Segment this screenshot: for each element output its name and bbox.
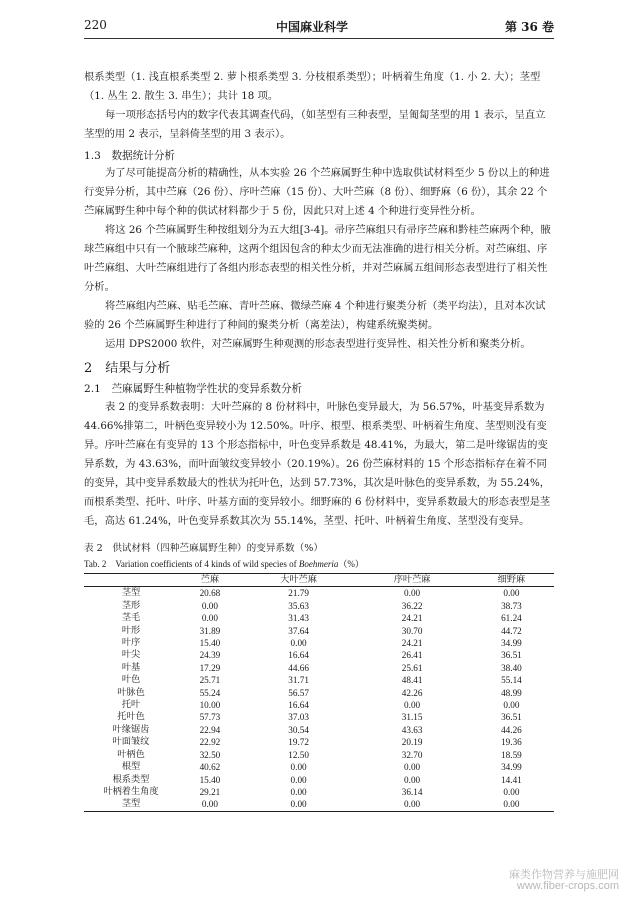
table-caption-cn: 表 2 供试材料（四种苎麻属野生种）的变异系数（%） xyxy=(84,543,323,554)
table-cell: 31.15 xyxy=(401,712,423,723)
table-cell: 0.00 xyxy=(503,799,520,810)
caption-en-suffix: （%） xyxy=(338,559,364,569)
row-label: 茎型 xyxy=(121,798,141,810)
volume-number: 第 36 卷 xyxy=(504,20,554,34)
section-heading-1-3: 1.3 数据统计分析 xyxy=(84,150,176,162)
table-cell: 22.92 xyxy=(199,737,221,748)
journal-title: 中国麻业科学 xyxy=(276,20,349,34)
table-row xyxy=(84,687,554,699)
row-label: 叶基 xyxy=(121,661,141,673)
table-cell: 12.50 xyxy=(288,749,309,760)
table-row xyxy=(84,736,554,748)
table-cell: 0.00 xyxy=(404,700,421,711)
header-rule xyxy=(84,38,554,39)
watermark-url: www.fiber-crops.com xyxy=(516,880,619,892)
table-cell: 0.00 xyxy=(290,762,307,773)
table-cell: 30.70 xyxy=(401,625,423,636)
table-cell: 38.40 xyxy=(501,662,522,673)
table-row xyxy=(84,749,554,761)
table-cell: 31.43 xyxy=(288,613,309,624)
table-cell: 0.00 xyxy=(404,774,421,785)
table-row xyxy=(84,711,554,723)
table-cell: 0.00 xyxy=(404,799,421,810)
table-cell: 43.63 xyxy=(401,724,423,735)
section-heading-2: 2 结果与分析 xyxy=(84,361,171,376)
table-cell: 21.79 xyxy=(288,588,309,599)
table-row xyxy=(84,699,554,711)
table-cell: 56.57 xyxy=(288,687,309,698)
table-cell: 30.54 xyxy=(288,724,309,735)
column-header: 序叶苎麻 xyxy=(393,574,431,585)
table-row xyxy=(84,774,554,786)
paragraph: 将这 26 个苎麻属野生种按组划分为五大组[3-4]。帚序苎麻组只有帚序苎麻和黔桂苎麻两个种，腋球苎麻组中只有一个腋球苎麻种，这两个组因包含的种太少而无法准确的进行相关分析。对苎麻组、序叶苎麻组、大叶苎麻组进行了各组内形态表型的相关性分析，并对苎麻属五组间形态表型进行了相关性分析。 xyxy=(84,224,551,293)
row-label: 托叶色 xyxy=(117,711,145,723)
table-row xyxy=(84,587,554,600)
row-label: 根系类型 xyxy=(112,773,150,785)
column-header xyxy=(84,574,178,587)
table-cell: 34.99 xyxy=(501,762,522,773)
row-label: 叶序 xyxy=(121,637,141,649)
table-cell: 44.66 xyxy=(288,662,309,673)
table-row xyxy=(84,612,554,624)
table-cell: 0.00 xyxy=(404,762,421,773)
table-cell: 44.72 xyxy=(501,625,522,636)
watermark-text: 麻类作物营养与施肥网 xyxy=(509,868,619,881)
table-cell: 0.00 xyxy=(503,700,520,711)
table-cell: 0.00 xyxy=(503,588,520,599)
table-cell: 0.00 xyxy=(290,638,307,649)
row-label: 茎型 xyxy=(121,587,141,599)
table-cell: 48.99 xyxy=(501,687,522,698)
table-cell: 34.99 xyxy=(501,638,522,649)
table-cell: 20.68 xyxy=(199,588,221,599)
table-cell: 0.00 xyxy=(290,786,307,797)
table-cell: 29.21 xyxy=(199,786,221,797)
table-cell: 25.71 xyxy=(199,675,221,686)
table-cell: 48.41 xyxy=(401,675,423,686)
table-cell: 14.41 xyxy=(501,774,522,785)
caption-en-genus: Boehmeria xyxy=(298,559,339,569)
row-label: 叶柄着生角度 xyxy=(103,785,159,797)
page-header xyxy=(84,18,554,40)
table-cell: 35.63 xyxy=(288,600,309,611)
variation-table xyxy=(84,573,554,812)
row-label: 托叶 xyxy=(121,699,141,711)
row-label: 叶脉色 xyxy=(117,686,145,698)
row-label: 茎毛 xyxy=(121,612,141,624)
table-cell: 38.73 xyxy=(501,600,522,611)
table-cell: 61.24 xyxy=(501,613,522,624)
table-cell: 32.50 xyxy=(199,749,221,760)
table-cell: 0.00 xyxy=(404,588,421,599)
column-header: 细野麻 xyxy=(497,574,526,585)
section-2-1-body xyxy=(84,398,554,531)
table-cell: 16.64 xyxy=(288,650,309,661)
table-row xyxy=(84,798,554,811)
table-row xyxy=(84,649,554,661)
table-row xyxy=(84,674,554,686)
section-1-3-body xyxy=(84,164,554,354)
table-cell: 20.19 xyxy=(401,737,423,748)
table-header-row xyxy=(84,574,554,587)
table-row xyxy=(84,761,554,773)
row-label: 叶尖 xyxy=(121,649,141,661)
table-cell: 25.61 xyxy=(401,662,423,673)
table-cell: 24.21 xyxy=(401,613,423,624)
table-cell: 16.64 xyxy=(288,700,309,711)
caption-en-prefix: Tab. 2 Variation coefficients of 4 kinds of wild species of xyxy=(84,559,299,569)
table-cell: 36.51 xyxy=(501,650,522,661)
table-cell: 19.36 xyxy=(501,737,522,748)
table-row xyxy=(84,637,554,649)
row-label: 叶面皱纹 xyxy=(112,736,150,748)
table-caption-en xyxy=(84,557,554,570)
row-label: 叶形 xyxy=(121,624,141,636)
table-cell: 22.94 xyxy=(199,724,221,735)
paragraph: 将苎麻组内苎麻、贴毛苎麻、青叶苎麻、微绿苎麻 4 个种进行聚类分析（类平均法），且对本次试验的 26 个苎麻属野生种进行了种间的聚类分析（离差法），构建系统聚类树。 xyxy=(84,300,546,331)
table-cell: 57.73 xyxy=(199,712,221,723)
table-cell: 19.72 xyxy=(288,737,309,748)
table-cell: 0.00 xyxy=(201,613,218,624)
table-cell: 24.21 xyxy=(401,638,423,649)
paragraph: 为了尽可能提高分析的精确性，从本实验 26 个苎麻属野生种中选取供试材料至少 5 份以上的种进行变异分析，其中苎麻（26 份）、序叶苎麻（15 份）、大叶苎麻（8 份）、细野麻（6 份），其余 22 个苎麻属野生种中每个种的供试材料都少于 5 份，因此只对上述 4 个种进行变异性分析。 xyxy=(84,167,550,217)
table-cell: 15.40 xyxy=(199,638,221,649)
table-cell: 37.03 xyxy=(288,712,309,723)
table-cell: 32.70 xyxy=(401,749,423,760)
table-cell: 0.00 xyxy=(201,799,218,810)
table-cell: 0.00 xyxy=(290,799,307,810)
table-cell: 40.62 xyxy=(199,762,221,773)
table-cell: 36.14 xyxy=(401,786,423,797)
paragraph: 运用 DPS2000 软件，对苎麻属野生种观测的形态表型进行变异性、相关性分析和聚类分析。 xyxy=(105,338,531,350)
table-cell: 31.89 xyxy=(199,625,221,636)
table-cell: 44.26 xyxy=(501,724,522,735)
row-label: 根型 xyxy=(121,761,141,773)
codes-paragraph: 根系类型（1. 浅直根系类型 2. 萝卜根系类型 3. 分枝根系类型）；叶柄着生角度（1. 小 2. 大）；茎型（1. 丛生 2. 散生 3. 串生）；共计 18 项。 xyxy=(84,71,541,102)
table-row xyxy=(84,625,554,637)
table-cell: 42.26 xyxy=(401,687,423,698)
table-cell: 37.64 xyxy=(288,625,309,636)
column-header: 大叶苎麻 xyxy=(280,574,317,585)
column-header: 苎麻 xyxy=(200,574,220,585)
row-label: 叶缘锯齿 xyxy=(112,723,150,735)
table-row xyxy=(84,786,554,798)
table-cell: 55.24 xyxy=(199,687,221,698)
table-row xyxy=(84,724,554,736)
table-cell: 10.00 xyxy=(199,700,221,711)
row-label: 茎形 xyxy=(121,599,141,611)
table-cell: 36.22 xyxy=(401,600,423,611)
intro-block xyxy=(84,68,554,144)
table-cell: 15.40 xyxy=(199,774,221,785)
table-cell: 24.39 xyxy=(199,650,221,661)
paragraph: 表 2 的变异系数表明：大叶苎麻的 8 份材料中，叶脉色变异最大，为 56.57%，叶基变异系数为 44.66%排第二，叶柄色变异较小为 12.50%。叶序、根型、根系类型、叶柄着生角度、茎型则没有变异。序叶苎麻在有变异的 13 个形态指标中，叶色变异系数是 48.41%，为最大，第二是叶缘锯齿的变异系数，为 43.63%，而叶面皱纹变异较小（20.19%）。26 份苎麻材料的 15 个形态指标存在着不同的变异，其中变异系数最大的性状为托叶色，达到 57.73%，其次是叶脉色的变异系数，为 55.24%，而根系类型、托叶、叶序、叶基方面的变异较小。细野麻的 6 份材料中，变异系数最大的形态表型是茎毛，高达 61.24%，叶色变异系数其次为 55.14%，茎型、托叶、叶柄着生角度、茎型没有变异。 xyxy=(84,401,551,527)
table-cell: 0.00 xyxy=(201,600,218,611)
table-cell: 18.59 xyxy=(501,749,522,760)
table-row xyxy=(84,662,554,674)
row-label: 叶色 xyxy=(121,674,141,686)
table-cell: 36.51 xyxy=(501,712,522,723)
table-cell: 55.14 xyxy=(501,675,522,686)
codes-note-paragraph: 每一项形态括号内的数字代表其调查代码，（如茎型有三种表型，呈匍匐茎型的用 1 表示，呈直立茎型的用 2 表示，呈斜倚茎型的用 3 表示）。 xyxy=(84,109,546,140)
table-cell: 31.71 xyxy=(288,675,309,686)
row-label: 叶柄色 xyxy=(117,748,145,760)
page-number: 220 xyxy=(84,18,107,32)
table-cell: 0.00 xyxy=(503,786,520,797)
table-cell: 26.41 xyxy=(401,650,423,661)
table-row xyxy=(84,600,554,612)
section-heading-2-1: 2.1 苎麻属野生种植物学性状的变异系数分析 xyxy=(84,383,303,395)
table-cell: 17.29 xyxy=(199,662,221,673)
table-cell: 0.00 xyxy=(290,774,307,785)
